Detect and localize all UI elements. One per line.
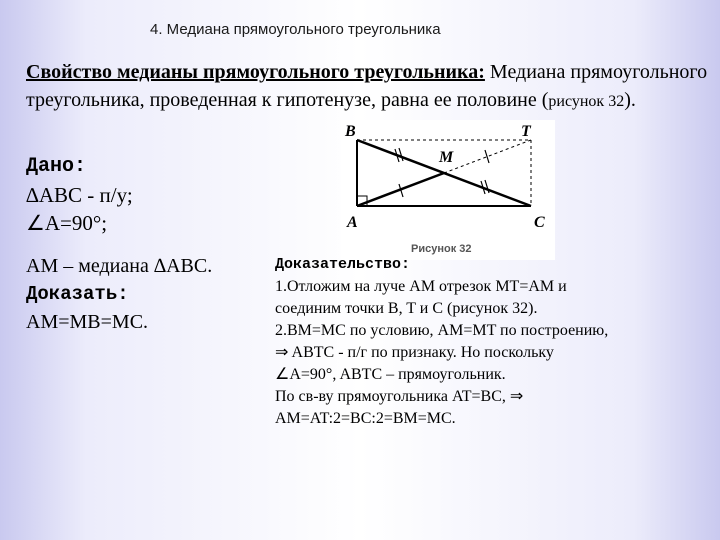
point-label-m: M bbox=[439, 149, 454, 166]
proof-block bbox=[275, 254, 715, 430]
property-heading: Свойство медианы прямоугольного треугольника: bbox=[26, 61, 485, 83]
vertex-label-c: C bbox=[534, 214, 545, 231]
proof-line-7: AM=AT:2=BC:2=BM=MC. bbox=[275, 410, 456, 427]
prove-label: Доказать: bbox=[26, 283, 129, 305]
given-block bbox=[26, 153, 133, 237]
given-line-2: ∠A=90°; bbox=[26, 211, 108, 235]
figure-caption: Рисунок 32 bbox=[411, 243, 472, 255]
vertex-label-a: A bbox=[347, 214, 358, 231]
figure-32 bbox=[341, 120, 555, 260]
vertex-label-b: B bbox=[345, 123, 356, 140]
property-text-2: ). bbox=[624, 89, 636, 111]
given-line-1: ∆ABC - п/у; bbox=[26, 183, 133, 207]
figure-diagram bbox=[341, 120, 555, 260]
proof-line-1: 1.Отложим на луче AM отрезок MT=AM и bbox=[275, 278, 567, 295]
given-label: Дано: bbox=[26, 155, 87, 178]
property-text-1: Медиана прямоугольного треугольника, проведенная к гипотенузе, равна ее половине ( bbox=[26, 61, 708, 111]
proof-line-5: ∠A=90°, ABTC – прямоугольник. bbox=[275, 366, 506, 383]
proof-line-4: ⇒ ABTC - п/г по признаку. Но поскольку bbox=[275, 344, 554, 361]
vertex-label-t: T bbox=[521, 123, 531, 140]
proof-line-2: соединим точки B, T и C (рисунок 32). bbox=[275, 300, 538, 317]
given-line-3: AM – медиана ∆ABC. bbox=[26, 255, 213, 277]
proof-label: Доказательство: bbox=[275, 256, 411, 273]
proof-line-6: По св-ву прямоугольника AT=BC, ⇒ bbox=[275, 388, 524, 405]
proof-line-3: 2.BM=MC по условию, AM=MT по построению, bbox=[275, 322, 609, 339]
prove-line: AM=MB=MC. bbox=[26, 311, 149, 333]
property-statement bbox=[26, 58, 716, 116]
slide-title: 4. Медиана прямоугольного треугольника bbox=[150, 21, 441, 38]
median-and-prove-block bbox=[26, 252, 212, 336]
property-figure-ref: рисунок 32 bbox=[548, 93, 625, 110]
